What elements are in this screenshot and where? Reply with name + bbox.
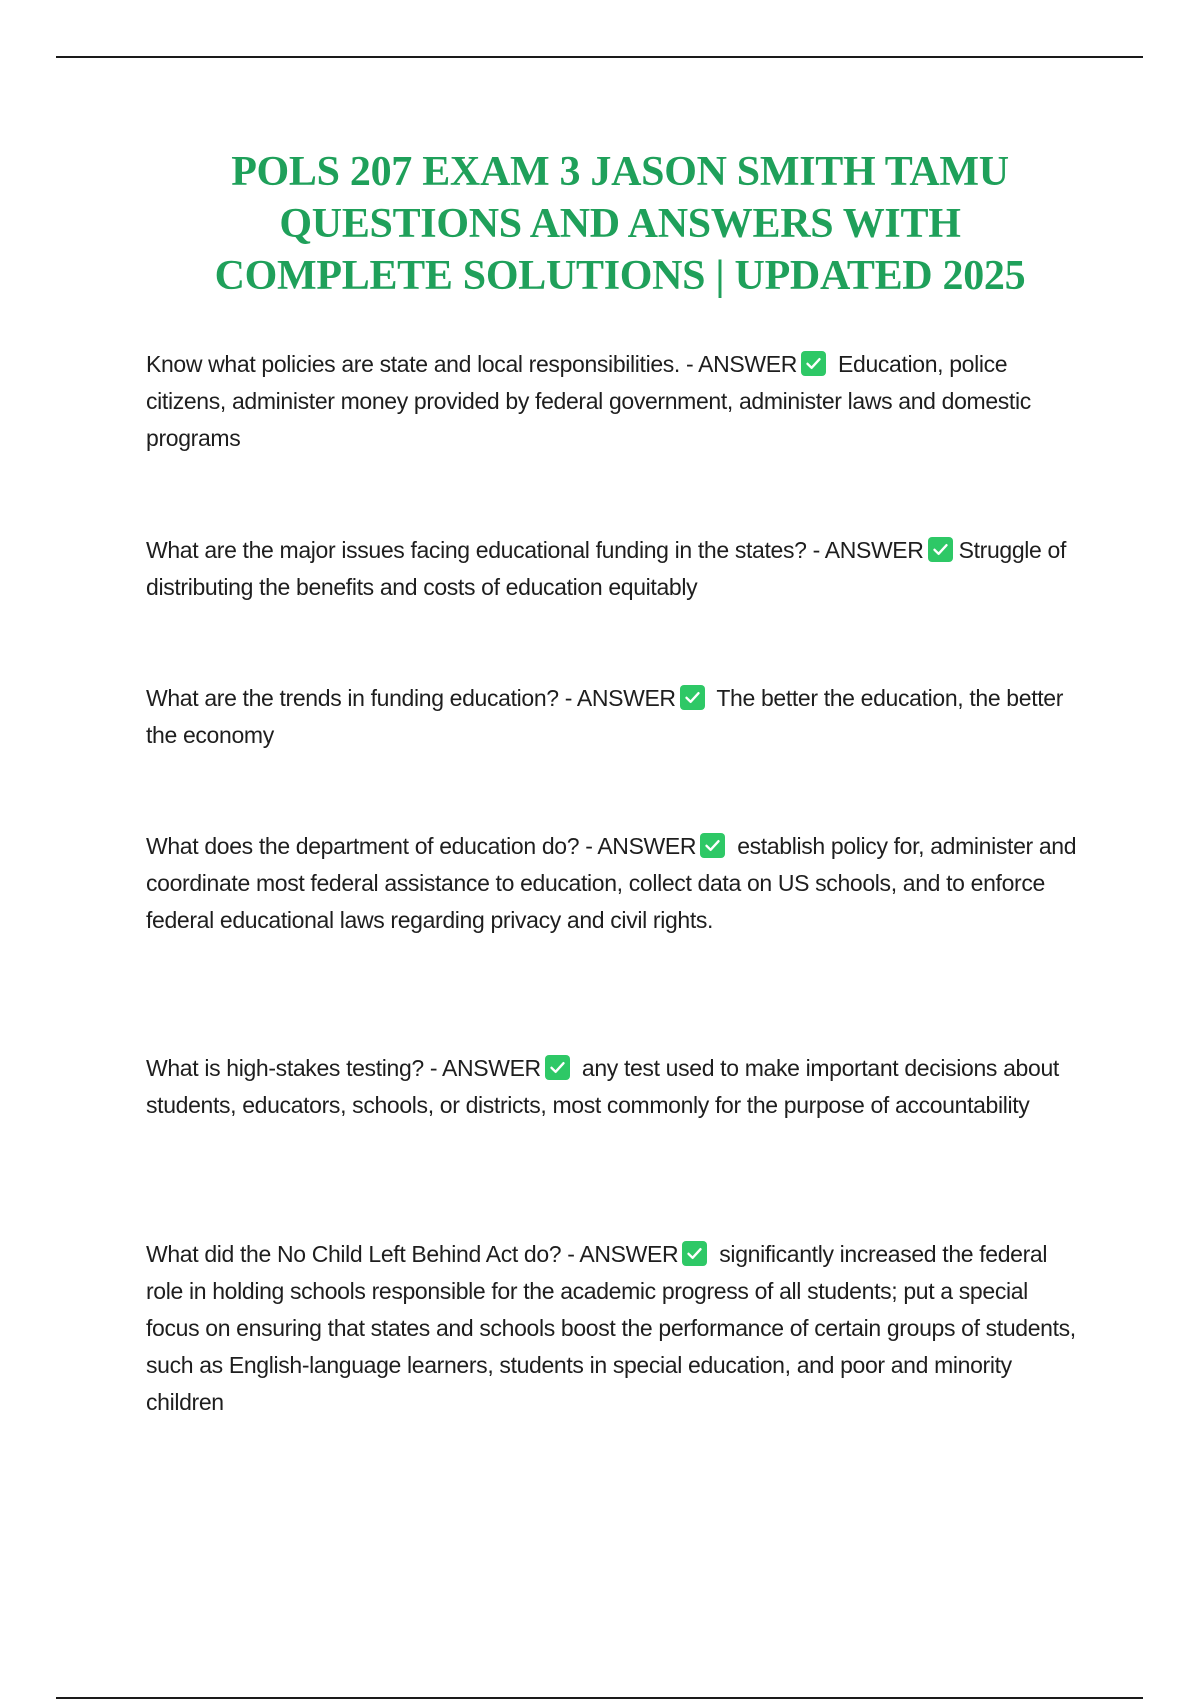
question-text: What is high-stakes testing? [146,1055,424,1081]
green-checkmark-icon [801,351,826,376]
answer-marker: - ANSWER [429,1055,541,1081]
answer-text: The better the education, the better the economy [146,685,1064,748]
green-checkmark-icon [682,1241,707,1266]
qa-item [146,532,1096,606]
question-text: What are the trends in funding education? [146,685,559,711]
question-text: What are the major issues facing educational funding in the states? [146,537,807,563]
answer-text: establish policy for, administer and coordinate most federal assistance to education, collect data on US schools, and to enforce federal educational laws regarding privacy and civil rights. [146,833,1077,933]
green-checkmark-icon [545,1055,570,1080]
green-checkmark-icon [680,685,705,710]
title-line-2: QUESTIONS AND ANSWERS WITH [279,201,961,247]
title-line-3: COMPLETE SOLUTIONS | UPDATED 2025 [214,253,1026,299]
title-line-1: POLS 207 EXAM 3 JASON SMITH TAMU [231,149,1009,195]
qa-item [146,1236,1086,1421]
header-rule [56,56,1143,58]
answer-text: Education, police citizens, administer money provided by federal government, administer laws and domestic programs [146,351,1031,451]
answer-marker: - ANSWER [564,685,676,711]
answer-marker: - ANSWER [812,537,924,563]
answer-text: significantly increased the federal role in holding schools responsible for the academic progress of all students; put a special focus on ensuring that states and schools boost the performance of certain groups of students, such as English-language learners, students in special education, and poor and minority children [146,1241,1076,1415]
qa-item [146,828,1086,939]
footer-rule [56,1697,1143,1699]
answer-text: Struggle of distributing the benefits and costs of education equitably [146,537,1066,600]
qa-item [146,346,1086,457]
question-text: What did the No Child Left Behind Act do? [146,1241,562,1267]
green-checkmark-icon [700,833,725,858]
answer-marker: - ANSWER [686,351,797,377]
question-text: What does the department of education do? [146,833,580,859]
qa-item [146,680,1086,754]
answer-marker: - ANSWER [585,833,697,859]
qa-item [146,1050,1096,1124]
document-title [140,146,1100,302]
answer-text: any test used to make important decisions about students, educators, schools, or districts, most commonly for the purpose of accountability [146,1055,1059,1118]
answer-marker: - ANSWER [567,1241,679,1267]
question-text: Know what policies are state and local responsibilities. [146,351,680,377]
green-checkmark-icon [928,537,953,562]
